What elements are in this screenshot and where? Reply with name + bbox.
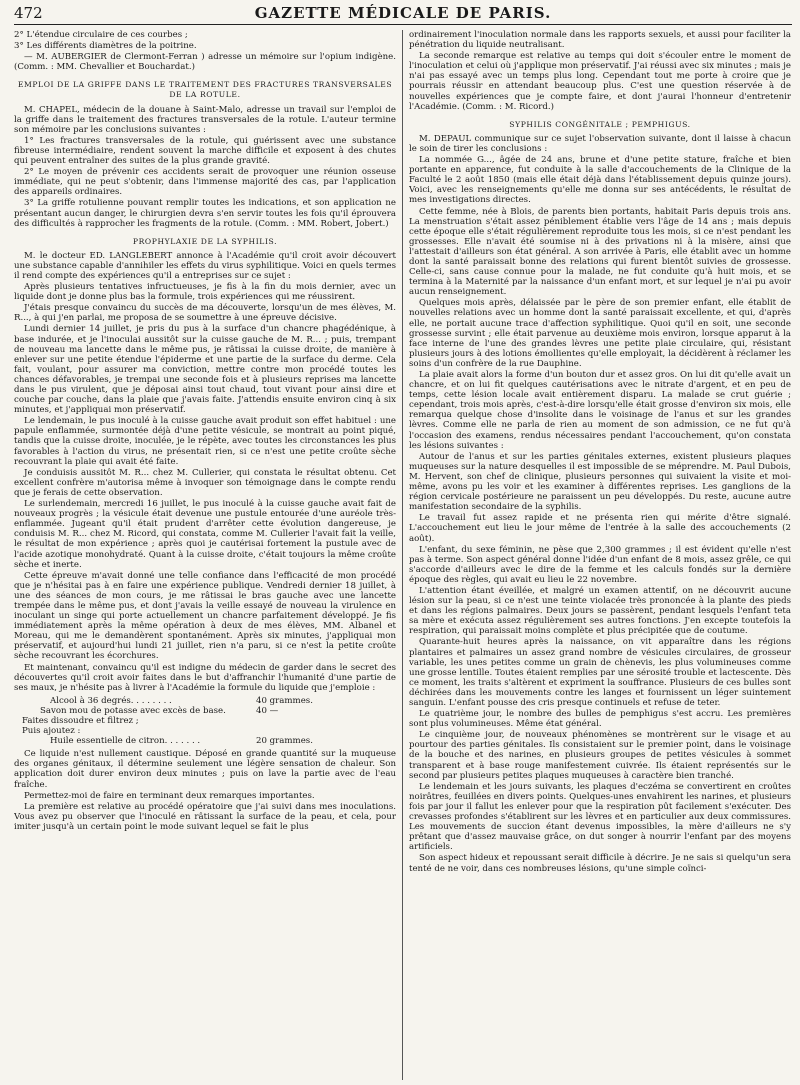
paragraph: 2° L'étendue circulaire de ces courbes ;: [14, 30, 188, 40]
paragraph: M. CHAPEL, médecin de la douane à Saint-Malo, adresse un travail sur l'emploi de la griffe dans le traitement des fractures transversales de la rotule. L'auteur termine son mémoire par les conclusions suivantes :: [14, 104, 396, 135]
paragraph: Le cinquième jour, de nouveaux phénomènes se montrèrent sur le visage et au pourtour des parties génitales. Ils consistaient sur le premier point, dans le voisinage de la bouche et des narines, en plusieurs groupes de petites vésicules à sommet transparent et à base rouge manifestement cuivrée. Ils étaient représentés sur le second par plusieurs petites plaques muqueuses à caractère bien tranché.: [409, 730, 791, 781]
paragraph: La seconde remarque est relative au temps qui doit s'écouler entre le moment de l'inoculation et celui où j'applique mon préservatif. J'ai réussi avec six minutes ; mais je n'ai pas essayé avec un temps plus long. Cependant tout me porte à croire que je pourrais réussir en attendant beaucoup plus. C'est une question réservée à de nouvelles expériences que je compte faire, et dont j'aurai l'honneur d'entretenir l'Académie. (Comm. : M. Ricord.): [409, 51, 791, 112]
paragraph: Autour de l'anus et sur les parties génitales externes, existent plusieurs plaques muqueuses sur la nature desquelles il est impossible de se méprendre. M. Paul Dubois, M. Hervent, son chef de clinique, plusieurs personnes qui suivaient la visite et moi-même, avons pu les voir et les examiner à différentes reprises. Les ganglions de la région cervicale postérieure ne paraissent un peu développés. Du reste, aucune autre manifestation secondaire de la syphilis.: [409, 451, 791, 513]
paragraph: — M. AUBERGIER de Clermont-Ferran ) adresse un mémoire sur l'opium indigène. (Comm. : MM. Chevallier et Bouchardat.): [14, 52, 396, 73]
page-number: 472: [14, 4, 43, 22]
paragraph: La nommée G..., âgée de 24 ans, brune et d'une petite stature, fraîche et bien portante en apparence, fut conduite à la salle d'accouchements de la Clinique de la Faculté le 2 août 1850 (mais elle était déjà dans l'établissement depuis quinze jours). Voici, avec les renseignements qu'elle me donna sur ses antécédents, le résultat de mes investigations directes.: [409, 155, 791, 206]
paragraph: Cette épreuve m'avait donné une telle confiance dans l'efficacité de mon procédé que je n'hésitai pas à en faire une expérience publique. Vendredi dernier 18 juillet, à une des séances de mon cours, je me râtissai le bras gauche avec une lancette trempée dans le même pus, et dont j'avais la veille essayé de nouveau la virulence en inoculant un singe qui porte actuellement un chancre parfaitement développé. Je fis immédiatement après la même opération à deux de mes élèves, MM. Albanel et Moreau, qui me le demandèrent spontanément. Après six minutes, j'appliquai mon préservatif, et aujourd'hui lundi 21 juillet, rien n'a paru, si ce n'est la petite croûte sèche recouvrant les écorchures.: [14, 570, 396, 662]
recipe-amount: 40 —: [256, 705, 279, 716]
paragraph: Permettez-moi de faire en terminant deux remarques importantes.: [24, 790, 315, 801]
paragraph: Lundi dernier 14 juillet, je pris du pus à la surface d'un chancre phagédénique, à base indurée, et je l'inoculai aussitôt sur la cuisse gauche de M. R... ; puis, trempant de nouveau ma lancette dans le même pus, je râtissai la cuisse droite, de manière à enlever sur une petite étendue l'épiderme et une partie de la surface du derme. Cela fait, voulant, pour assurer ma conviction, mettre contre mon procédé toutes les chances défavorables, je trempai une seconde fois et à plusieurs reprises ma lancette dans le pus virulent, que je déposai ainsi tout chaud, tout vivant pour ainsi dire et couche par couche, dans la plaie que j'avais faite. J'attendis ensuite environ cinq à six minutes, et j'appliquai mon préservatif.: [14, 324, 396, 416]
paragraph: J'étais presque convaincu du succès de ma découverte, lorsqu'un de mes élèves, M. R..., à qui j'en parlai, me proposa de se soumettre à une épreuve décisive.: [14, 303, 396, 324]
paragraph: Le surlendemain, mercredi 16 juillet, le pus inoculé à la cuisse gauche avait fait de nouveaux progrès ; la vésicule était devenue une pustule entourée d'une auréole très-enflammée. Jugeant qu'il était prudent d'arrêter cette évolution dangereuse, je conduisis M. R... chez M. Ricord, qui constata, comme M. Cullerier l'avait fait la veille, le résultat de mon expérience ; après quoi je cautérisai fortement la pustule avec de l'acide azotique monohydraté. Quant à la cuisse droite, c'était toujours la même croûte sèche et inerte.: [14, 499, 396, 570]
paragraph: L'enfant, du sexe féminin, ne pèse que 2,300 grammes ; il est évident qu'elle n'est pas à terme. Son aspect général donne l'idée d'un enfant de 8 mois, assez grêle, ce qui s'accorde d'ailleurs avec le dire de la femme et les calculs fondés sur la dernière époque des règles, qui avait eu lieu le 22 novembre.: [409, 544, 791, 585]
paragraph: Et maintenant, convaincu qu'il est indigne du médecin de garder dans le secret des découvertes qu'il croit avoir faites dans le but d'affranchir l'humanité d'une partie de ses maux, je n'hésite pas à livrer à l'Académie la formule du liquide que j'emploie :: [14, 662, 396, 693]
recipe-line: [14, 696, 396, 706]
paragraph: Son aspect hideux et repoussant serait difficile à décrire. Je ne sais si quelqu'un sera tenté de ne voir, dans ces nombreuses lésions, qu'une simple coïnci-: [409, 853, 791, 874]
two-column-body: [14, 30, 792, 1080]
recipe-amount: 40 grammes.: [256, 695, 313, 706]
paragraph: Ce liquide n'est nullement caustique. Déposé en grande quantité sur la muqueuse des organes génitaux, il détermine seulement une légère sensation de chaleur. Son application doit durer environ deux minutes ; puis on lave la partie avec de l'eau fraîche.: [14, 749, 396, 790]
column-rule: [402, 30, 403, 1080]
paragraph: 3° Les différents diamètres de la poitrine.: [14, 41, 197, 52]
formula-recipe: [14, 696, 396, 746]
recipe-instruction: Faites dissoudre et filtrez ;: [22, 716, 139, 726]
recipe-line: [14, 706, 396, 716]
paragraph: Le lendemain, le pus inoculé à la cuisse gauche avait produit son effet habituel : une papule enflammée, surmontée déjà d'une petite vésicule, se montrait au point piqué, tandis que la cuisse droite, inoculée, je le répète, avec toutes les circonstances les plus favorables à l'action du virus, ne présentait rien, si ce n'est une petite croûte sèche recouvrant la plaie qui avait été faite.: [14, 416, 396, 467]
paragraph: 3° La griffe rotulienne pouvant remplir toutes les indications, et son application ne présentant aucun danger, le chirurgien devra s'en servir toutes les fois qu'il éprouvera des difficultés à rapprocher les fragments de la rotule. (Comm. : MM. Robert, Jobert.): [14, 198, 396, 229]
paragraph: Après plusieurs tentatives infructueuses, je fis à la fin du mois dernier, avec un liquide dont je donne plus bas la formule, trois expériences qui me réussirent.: [14, 282, 396, 303]
section-heading-prophylaxie: PROPHYLAXIE DE LA SYPHILIS.: [132, 236, 278, 246]
page-header: [14, 4, 792, 25]
paragraph: Cette femme, née à Blois, de parents bien portants, habitait Paris depuis trois ans. La menstruation s'était assez péniblement établie vers l'âge de 14 ans ; mais depuis cette époque elle s'était régulièrement reproduite tous les mois, si ce n'est pendant les grossesses. Elle n'avait été soumise ni à des privations ni à la misère, ainsi que l'attestait d'ailleurs son état général. A son arrivée à Paris, elle établit avec un homme dont la santé paraissait bonne des relations qui furent bientôt suivies de grossesse. Celle-ci, sans cause connue pour la malade, ne fut conduite qu'à huit mois, et se termina à la Maternité par la naissance d'un enfant mort, et sur lequel je n'ai pu avoir aucun renseignement.: [409, 206, 791, 298]
journal-title: GAZETTE MÉDICALE DE PARIS.: [254, 4, 552, 22]
paragraph: L'attention étant éveillée, et malgré un examen attentif, on ne découvrit aucune lésion sur la peau, si ce n'est une teinte violacée très prononcée à la plante des pieds et dans les régions palmaires. Deux jours se passèrent, pendant lesquels l'enfant teta sa mère et exécuta assez régulièrement ses autres fonctions. J'en excepte toutefois la respiration, qui paraissait moins complète et plus précipitée que de coutume.: [409, 585, 791, 637]
recipe-line: [14, 736, 396, 746]
paragraph: Le travail fut assez rapide et ne présenta rien qui mérite d'être signalé. L'accouchement eut lieu le jour même de l'entrée à la salle des accouchements (2 août).: [409, 513, 791, 544]
recipe-ingredient: Savon mou de potasse avec excès de base.: [40, 705, 226, 716]
paragraph: Je conduisis aussitôt M. R... chez M. Cullerier, qui constata le résultat obtenu. Cet excellent confrère m'autorisa même à invoquer son témoignage dans le compte rendu que je ferais de cette observation.: [14, 467, 396, 498]
paragraph: Quelques mois après, délaissée par le père de son premier enfant, elle établit de nouvelles relations avec un homme dont la santé paraissait excellente, et qui, d'après elle, ne portait aucune trace d'affection syphilitique. Quoi qu'il en soit, une seconde grossesse survint ; elle était parvenue au deuxième mois environ, lorsque apparut à la face interne de l'une des grandes lèvres une petite plaie circulaire, qui, résistant plusieurs jours à des lotions émollientes qu'elle employait, la décidèrent à réclamer les soins d'un confrère de la rue Dauphine.: [409, 298, 791, 369]
section-heading-griffe: EMPLOI DE LA GRIFFE DANS LE TRAITEMENT DES FRACTURES TRANSVERSALES DE LA ROTULE.: [17, 80, 393, 100]
paragraph: 1° Les fractures transversales de la rotule, qui guérissent avec une substance fibreuse intermédiaire, rendent souvent la marche difficile et exposent à des chutes qui peuvent entraîner des suites de la plus grande gravité.: [14, 135, 396, 167]
paragraph: Le lendemain et les jours suivants, les plaques d'eczéma se convertirent en croûtes noirâtres, feuillées en divers points. Quelques-unes envahirent les narines, et plusieurs fois par jour il fallut les enlever pour que la respiration pût facilement s'exécuter. Des crevasses profondes s'établirent sur les lèvres et en particulier aux deux commissures. Les mouvements de succion étant devenus impossibles, la mère d'ailleurs ne s'y prêtant que d'assez mauvaise grâce, on dut songer à nourrir l'enfant par des moyens artificiels.: [409, 781, 791, 853]
paragraph: La plaie avait alors la forme d'un bouton dur et assez gros. On lui dit qu'elle avait un chancre, et on lui fit quelques cautérisations avec le nitrate d'argent, et en peu de temps, cette lésion locale avait entièrement disparu. La malade se crut guérie ; cependant, trois mois après, c'est-à-dire lorsqu'elle était grosse d'environ six mois, elle remarqua quelque chose d'insolite dans le voisinage de l'anus et sur les grandes lèvres. Comme elle ne parla de rien au moment de son admission, ce ne fut qu'à l'occasion des examens, rendus nécessaires pendant l'accouchement, qu'on constata les lésions suivantes :: [409, 370, 791, 451]
paragraph: ordinairement l'inoculation normale dans les rapports sexuels, et aussi pour faciliter la pénétration du liquide neutralisant.: [409, 30, 791, 51]
section-heading-syphilis-congenitale: SYPHILIS CONGÉNITALE ; PEMPHIGUS.: [509, 119, 691, 129]
paragraph: M. le docteur ED. LANGLEBERT annonce à l'Académie qu'il croit avoir découvert une substance capable d'annihiler les effets du virus syphilitique. Voici en quels termes il rend compte des expériences qu'il a entreprises sur ce sujet :: [14, 250, 396, 281]
recipe-ingredient: Huile essentielle de citron. . . . . . .: [50, 736, 201, 747]
paragraph: M. DEPAUL communique sur ce sujet l'observation suivante, dont il laisse à chacun le soin de tirer les conclusions :: [409, 133, 791, 154]
paragraph: Le quatrième jour, le nombre des bulles de pemphigus s'est accru. Les premières sont plus volumineuses. Même état général.: [409, 709, 791, 730]
paragraph: La première est relative au procédé opératoire que j'ai suivi dans mes inoculations. Vous avez pu observer que l'inoculé en râtissant la surface de la peau, et cela, pour imiter jusqu'à un certain point le mode suivant lequel se fait le plus: [14, 801, 396, 832]
paragraph: 2° Le moyen de prévenir ces accidents serait de provoquer une réunion osseuse immédiate, qui ne peut s'obtenir, dans l'immense majorité des cas, par l'application des appareils ordinaires.: [14, 167, 396, 198]
right-column: [409, 30, 791, 1080]
paragraph: Quarante-huit heures après la naissance, on vit apparaître dans les régions plantaires et palmaires un assez grand nombre de vésicules circulaires, de grosseur variable, les unes petites comme un grain de chènevis, les plus volumineuses comme une grosse lentille. Toutes étaient remplies par une sérosité trouble et lactescente. Dès ce moment, les traits s'altèrent et expriment la souffrance. Plusieurs de ces bulles sont déchirées dans les mouvements contre les langes et fournissent un léger suintement sanguin. L'enfant pousse des cris presque continuels et refuse de teter.: [409, 637, 791, 708]
recipe-ingredient: Alcool à 36 degrés. . . . . . . .: [50, 695, 172, 706]
recipe-instruction: Puis ajoutez :: [22, 726, 81, 737]
recipe-amount: 20 grammes.: [256, 736, 313, 747]
left-column: [14, 30, 396, 1080]
